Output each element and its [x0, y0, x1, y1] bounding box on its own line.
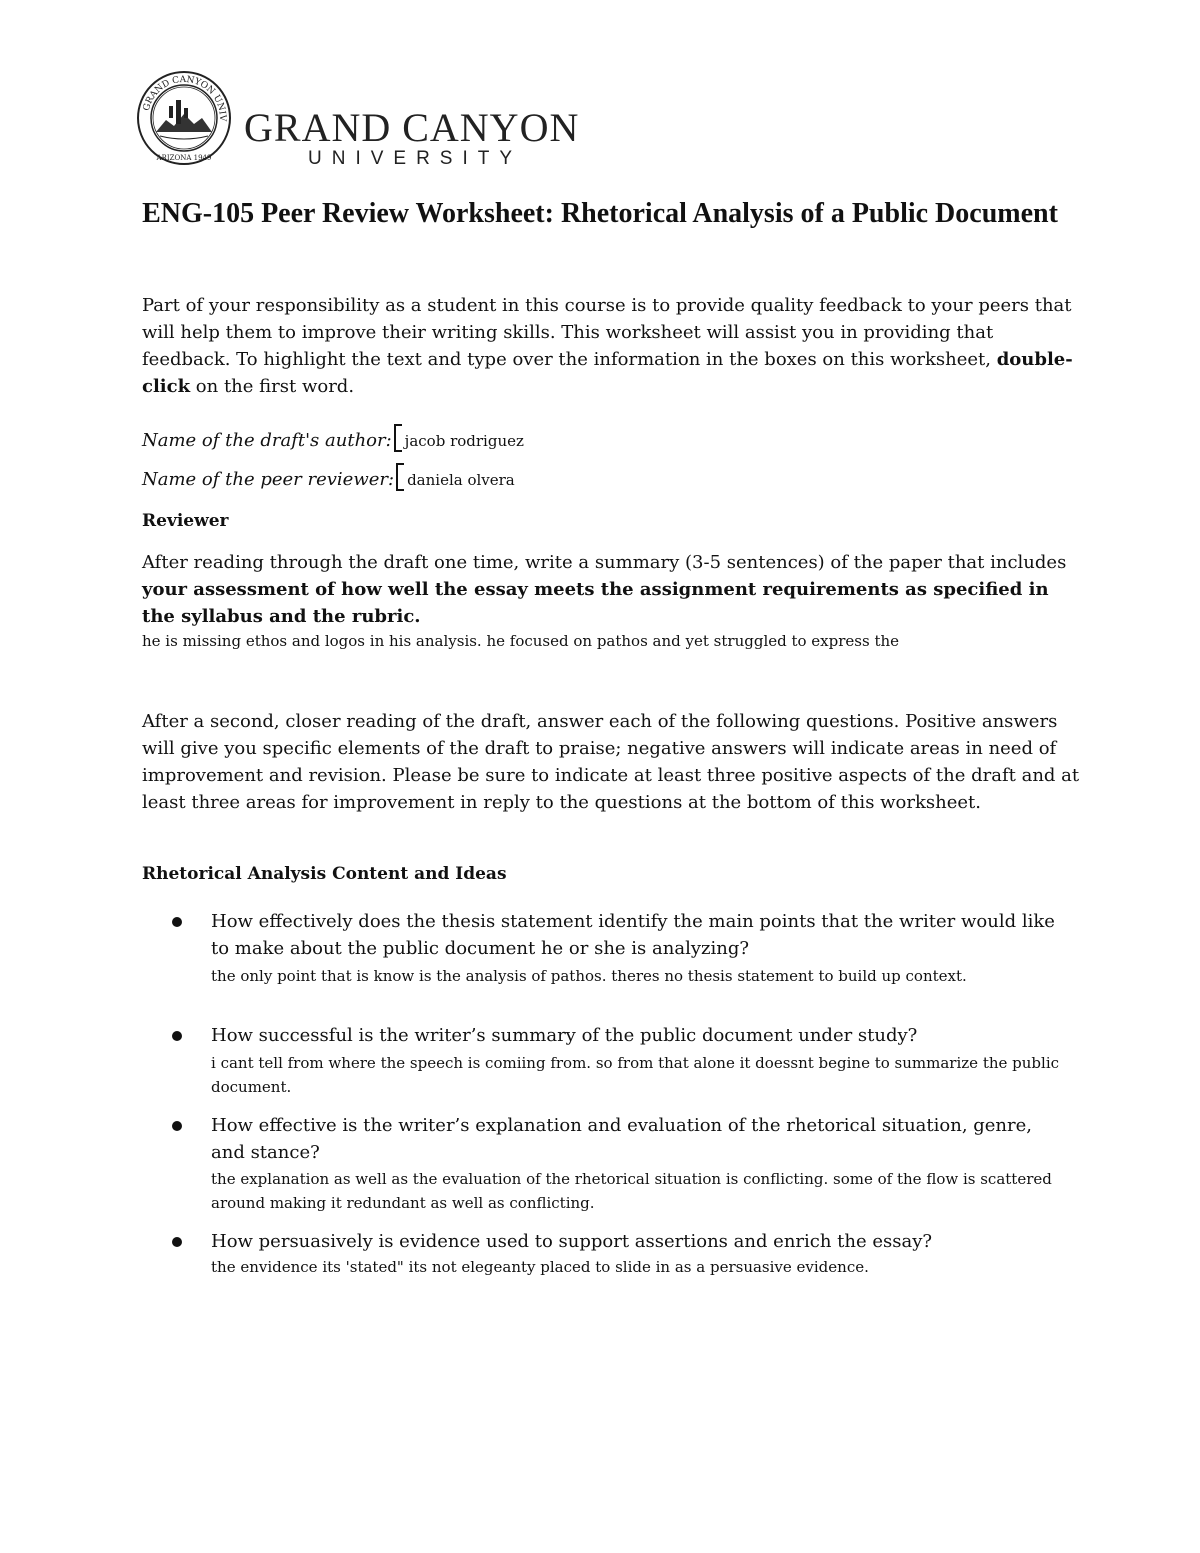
university-logo — [136, 70, 596, 170]
author-label: Name of the draft's author: — [142, 430, 392, 451]
bullet-icon — [172, 1237, 182, 1247]
svg-text:GRAND CANYON UNIVERSITY: GRAND CANYON UNIV — [141, 74, 228, 122]
svg-text:ARIZONA 1949: ARIZONA 1949 — [156, 154, 212, 162]
intro-paragraph — [142, 292, 1082, 400]
answer-evidence[interactable]: the envidence its 'stated" its not elegeanty placed to slide in as a persuasive evidence. — [211, 1258, 869, 1276]
answer-summary[interactable]: i cant tell from where the speech is comiing from. so from that alone it doessnt begine to summarize the public document. — [211, 1054, 1060, 1096]
reviewer-field-row — [142, 463, 515, 491]
answer-rhetorical-situation[interactable]: the explanation as well as the evaluation of the rhetorical situation is conflicting. some of the flow is scattered around making it redundant as well as conflicting. — [211, 1170, 1052, 1212]
logo-line2: UNIVERSITY — [308, 148, 523, 169]
bullet-icon — [172, 917, 182, 927]
logo-line1: GRAND CANYON — [244, 105, 580, 150]
reviewer-prompt — [142, 549, 1082, 630]
reviewer-prompt-bold: your assessment of how well the essay meets the assignment requirements as specified in the syllabus and the rubric. — [142, 579, 1049, 627]
question-evidence: How persuasively is evidence used to support assertions and enrich the essay? — [211, 1231, 933, 1252]
author-field-row — [142, 424, 524, 452]
bullet-icon — [172, 1031, 182, 1041]
intro-bold: double-click — [142, 349, 1073, 397]
field-bracket-icon — [394, 424, 402, 452]
question-thesis: How effectively does the thesis statement identify the main points that the writer would like to make about the public document he or she is analyzing? — [211, 911, 1055, 959]
reviewer-heading: Reviewer — [142, 511, 229, 531]
page-title: ENG-105 Peer Review Worksheet: Rhetorical Analysis of a Public Document — [142, 198, 1058, 229]
question-rhetorical-situation: How effective is the writer’s explanation and evaluation of the rhetorical situation, genre, and stance? — [211, 1115, 1033, 1163]
answer-thesis[interactable]: the only point that is know is the analysis of pathos. theres no thesis statement to build up context. — [211, 967, 967, 985]
summary-answer[interactable]: he is missing ethos and logos in his analysis. he focused on pathos and yet struggled to express the — [142, 632, 900, 650]
reviewer-label: Name of the peer reviewer: — [142, 469, 395, 490]
field-bracket-icon — [396, 463, 404, 491]
intro-text: Part of your responsibility as a student in this course is to provide quality feedback to your peers that will help them to improve their writing skills. This worksheet will assist you in providing that feedback. To highlight the text and type over the information in the boxes on this worksheet, — [142, 295, 1072, 370]
reviewer-input[interactable]: daniela olvera — [407, 471, 515, 489]
author-input[interactable]: jacob rodriguez — [404, 432, 524, 450]
content-ideas-heading: Rhetorical Analysis Content and Ideas — [142, 864, 507, 884]
bullet-icon — [172, 1121, 182, 1131]
second-reading-paragraph: After a second, closer reading of the draft, answer each of the following questions. Positive answers will give you specific elements of the draft to praise; negative answers will indicate areas in need of improvement and revision. Please be sure to indicate at least three positive aspects of the draft and at least three areas for improvement in reply to the questions at the bottom of this worksheet. — [142, 711, 1080, 813]
question-summary: How successful is the writer’s summary of the public document under study? — [211, 1025, 918, 1046]
reviewer-prompt-text: After reading through the draft one time, write a summary (3-5 sentences) of the paper that includes — [142, 552, 1067, 573]
intro-text-end: on the first word. — [190, 376, 355, 397]
